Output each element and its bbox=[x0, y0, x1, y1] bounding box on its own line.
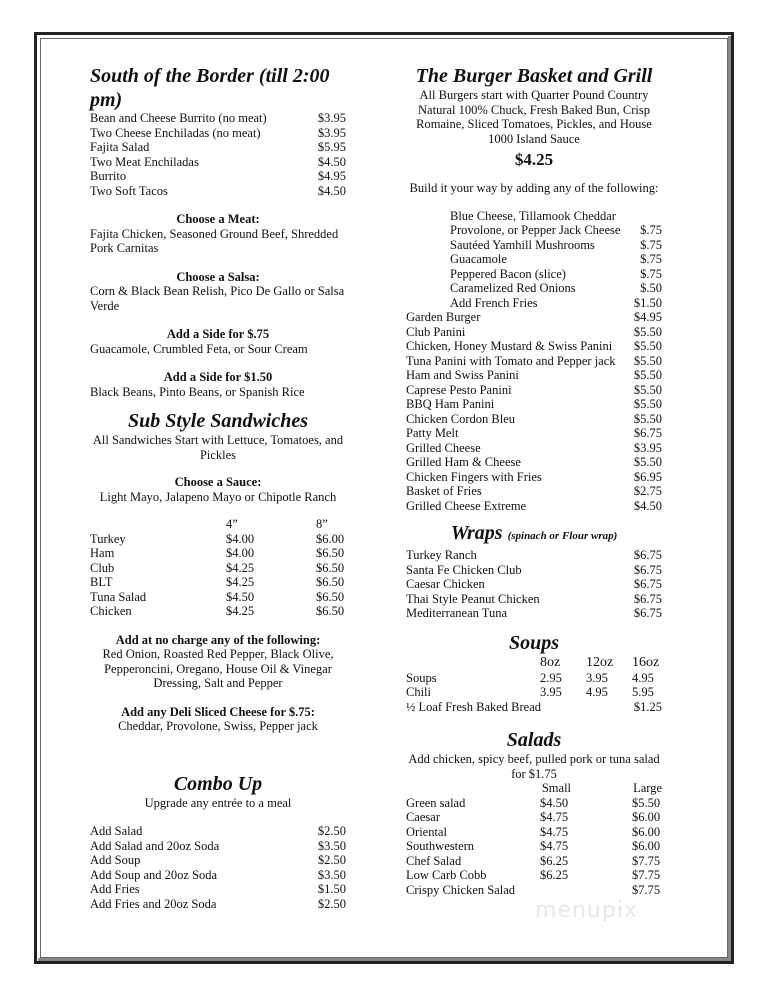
table-row: Chicken $4.25 $6.50 bbox=[90, 604, 345, 618]
side1-text: Guacamole, Crumbled Feta, or Sour Cream bbox=[90, 341, 308, 356]
watermark-logo: menupix bbox=[535, 898, 638, 923]
salads-intro: Add chicken, spicy beef, pulled pork or tuna salad for $1.75 bbox=[408, 752, 660, 781]
table-row: Low Carb Cobb $6.25 $7.75 bbox=[406, 868, 661, 882]
table-row: Southwestern $4.75 $6.00 bbox=[406, 839, 661, 853]
sub-list bbox=[90, 532, 346, 619]
salads-title: Salads bbox=[506, 729, 562, 751]
table-row: Ham $4.00 $6.50 bbox=[90, 546, 345, 560]
salsa-text: Corn & Black Bean Relish, Pico De Gallo or Salsa Verde bbox=[90, 284, 345, 313]
sauce-heading: Choose a Sauce: bbox=[174, 475, 262, 489]
list-item: Caramelized Red Onions $.50 bbox=[450, 281, 662, 295]
list-item: Add Salad $2.50 bbox=[90, 824, 346, 838]
burger-list bbox=[406, 310, 662, 513]
cheese-text: Cheddar, Provolone, Swiss, Pepper jack bbox=[118, 719, 318, 733]
right-column bbox=[406, 64, 662, 897]
list-item: Tuna Panini with Tomato and Pepper jack $5.50 bbox=[406, 353, 662, 368]
list-item: Two Meat Enchiladas $4.50 bbox=[90, 154, 346, 169]
south-title: South of the Border (till 2:00 pm) bbox=[90, 65, 330, 111]
table-row: Tuna Salad $4.50 $6.50 bbox=[90, 589, 345, 604]
list-item: Garden Burger $4.95 bbox=[406, 310, 662, 324]
table-row: Club $4.25 $6.50 bbox=[90, 560, 345, 575]
list-item: Grilled Cheese Extreme $4.50 bbox=[406, 498, 662, 513]
burger-intro: All Burgers start with Quarter Pound Country Natural 100% Chuck, Fresh Baked Bun, Crisp Romaine, Sliced Tomatoes, Pickles, and House 1000 Island Sauce bbox=[416, 88, 652, 146]
list-item: Add Fries $1.50 bbox=[90, 882, 346, 896]
list-item: Add Salad and 20oz Soda $3.50 bbox=[90, 838, 346, 853]
list-item: Bean and Cheese Burrito (no meat) $3.95 bbox=[90, 111, 346, 125]
table-row: Caesar $4.75 $6.00 bbox=[406, 810, 661, 824]
table-row: Green salad $4.50 $5.50 bbox=[406, 795, 661, 810]
salsa-heading: Choose a Salsa: bbox=[176, 269, 260, 284]
list-item: Thai Style Peanut Chicken $6.75 bbox=[406, 591, 662, 606]
table-row: Soups 2.95 3.95 4.95 bbox=[406, 670, 654, 685]
combo-title: Combo Up bbox=[173, 772, 263, 795]
wraps-subtitle: (spinach or Flour wrap) bbox=[507, 530, 618, 542]
list-item: Two Cheese Enchiladas (no meat) $3.95 bbox=[90, 125, 346, 140]
list-item: Chicken, Honey Mustard & Swiss Panini $5.50 bbox=[406, 339, 662, 353]
list-item: Grilled Cheese $3.95 bbox=[406, 440, 662, 455]
list-item: Two Soft Tacos $4.50 bbox=[90, 183, 346, 198]
list-item: Burrito $4.95 bbox=[90, 169, 346, 183]
soups-size-header: 8oz 12oz 16oz bbox=[540, 654, 660, 670]
list-item: Fajita Salad $5.95 bbox=[90, 140, 346, 154]
list-item: Add Fries and 20oz Soda $2.50 bbox=[90, 896, 346, 911]
table-row: Turkey $4.00 $6.00 bbox=[90, 531, 345, 546]
meat-text: Fajita Chicken, Seasoned Ground Beef, Shredded Pork Carnitas bbox=[90, 226, 339, 255]
list-item: Peppered Bacon (slice) $.75 bbox=[450, 266, 662, 281]
wraps-list bbox=[406, 548, 662, 621]
list-item: Guacamole $.75 bbox=[450, 252, 662, 266]
salads-size-header: Small Large bbox=[541, 781, 662, 795]
sauce-text: Light Mayo, Jalapeno Mayo or Chipotle Ranch bbox=[99, 489, 337, 504]
list-item: Chicken Cordon Bleu $5.50 bbox=[406, 411, 662, 426]
list-item: Basket of Fries $2.75 bbox=[406, 484, 662, 498]
list-item: Ham and Swiss Panini $5.50 bbox=[406, 368, 662, 382]
combo-list bbox=[90, 824, 346, 911]
wraps-title: Wraps bbox=[450, 522, 503, 544]
addon-list bbox=[406, 209, 662, 311]
list-item: Add French Fries $1.50 bbox=[450, 295, 662, 310]
side2-text: Black Beans, Pinto Beans, or Spanish Rice bbox=[90, 384, 305, 399]
list-item: Caprese Pesto Panini $5.50 bbox=[406, 382, 662, 397]
soups-title: Soups bbox=[508, 631, 560, 654]
list-item: Turkey Ranch $6.75 bbox=[406, 548, 662, 562]
table-row: Crispy Chicken Salad $7.75 bbox=[406, 882, 661, 897]
table-row: Oriental $4.75 $6.00 bbox=[406, 824, 661, 839]
list-item: Chicken Fingers with Fries $6.95 bbox=[406, 469, 662, 484]
burger-title: The Burger Basket and Grill bbox=[415, 65, 653, 87]
salads-list bbox=[406, 796, 662, 898]
list-item: Caesar Chicken $6.75 bbox=[406, 577, 662, 591]
list-item: Sautéed Yamhill Mushrooms $.75 bbox=[450, 237, 662, 252]
side1-heading: Add a Side for $.75 bbox=[166, 327, 270, 341]
sub-intro: All Sandwiches Start with Lettuce, Tomatoes, and Pickles bbox=[92, 433, 344, 462]
list-item: BBQ Ham Panini $5.50 bbox=[406, 397, 662, 411]
meat-heading: Choose a Meat: bbox=[176, 212, 260, 226]
list-item: Santa Fe Chicken Club $6.75 bbox=[406, 562, 662, 577]
burger-price: $4.25 bbox=[514, 150, 554, 169]
list-item: Mediterranean Tuna $6.75 bbox=[406, 606, 662, 620]
list-item: Provolone, or Pepper Jack Cheese $.75 bbox=[450, 223, 662, 237]
sub-size-header: 4” 8” bbox=[226, 517, 328, 531]
list-item: Blue Cheese, Tillamook Cheddar bbox=[450, 208, 616, 223]
list-item: Grilled Ham & Cheese $5.50 bbox=[406, 455, 662, 469]
build-text: Build it your way by adding any of the following: bbox=[409, 181, 659, 195]
sub-title: Sub Style Sandwiches bbox=[127, 410, 309, 432]
nocharge-text: Red Onion, Roasted Red Pepper, Black Olive, Pepperoncini, Oregano, House Oil & Vinegar Dressing, Salt and Pepper bbox=[102, 647, 334, 690]
table-row: ½ Loaf Fresh Baked Bread $1.25 bbox=[406, 699, 662, 714]
cheese-heading: Add any Deli Sliced Cheese for $.75: bbox=[121, 704, 315, 719]
list-item: Club Panini $5.50 bbox=[406, 324, 662, 339]
side2-heading: Add a Side for $1.50 bbox=[163, 370, 273, 384]
combo-intro: Upgrade any entrée to a meal bbox=[144, 795, 292, 810]
list-item: Patty Melt $6.75 bbox=[406, 426, 662, 440]
table-row: Chef Salad $6.25 $7.75 bbox=[406, 853, 661, 868]
list-item: Add Soup and 20oz Soda $3.50 bbox=[90, 867, 346, 882]
wraps-heading bbox=[406, 521, 662, 548]
table-row: Chili 3.95 4.95 5.95 bbox=[406, 685, 654, 699]
left-column bbox=[90, 64, 346, 911]
list-item: Add Soup $2.50 bbox=[90, 853, 346, 867]
nocharge-heading: Add at no charge any of the following: bbox=[115, 632, 321, 647]
table-row: BLT $4.25 $6.50 bbox=[90, 575, 345, 589]
south-list bbox=[90, 111, 346, 198]
soups-list bbox=[406, 671, 662, 715]
